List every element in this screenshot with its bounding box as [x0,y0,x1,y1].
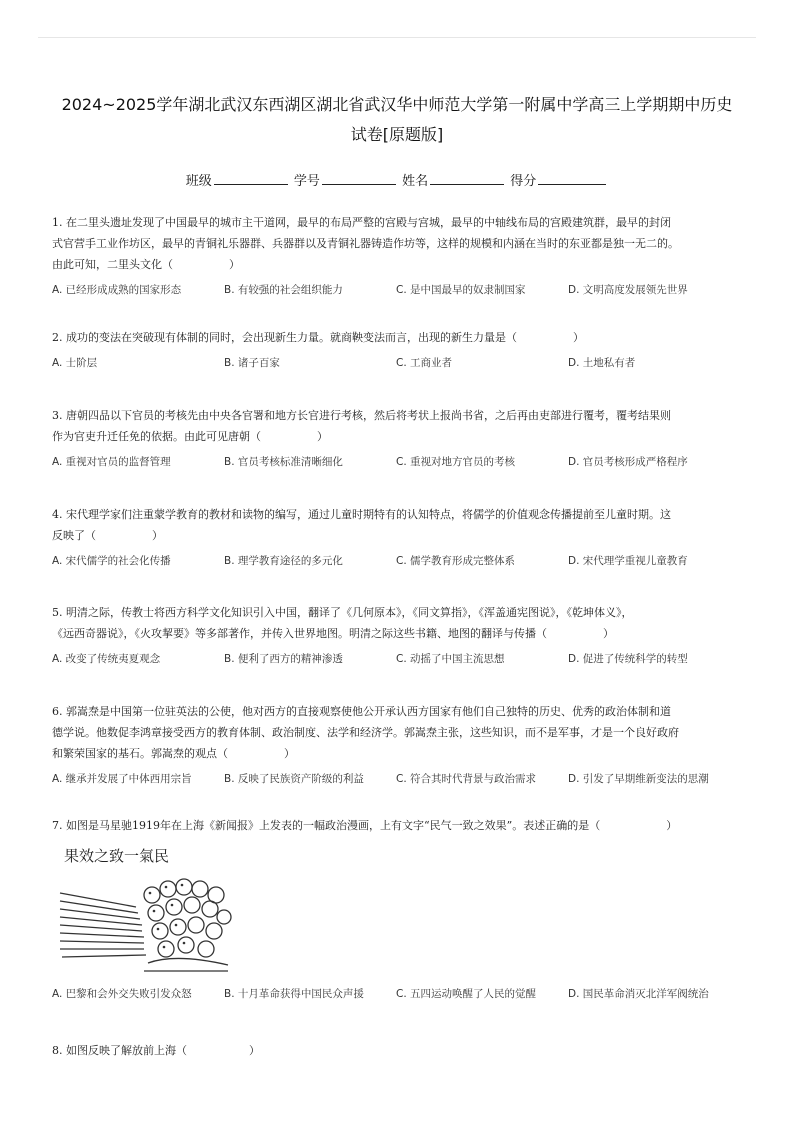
score-label: 得分 [510,174,537,189]
page-title [30,90,764,150]
question-stem: 4. 宋代理学家们注重蒙学教育的教材和读物的编写，通过儿童时期特有的认知特点，将儒学的价值观念传播提前至儿童时期。这 反映了（ ） [52,508,671,542]
option-a[interactable]: A. 重视对官员的监督管理 [52,456,171,468]
score-blank [538,172,606,185]
question-7 [52,815,752,836]
question-3 [52,405,752,473]
option-b[interactable]: B. 诸子百家 [224,357,280,369]
option-c[interactable]: C. 动摇了中国主流思想 [396,653,505,665]
question-stem: 7. 如图是马星驰1919年在上海《新闻报》上发表的一幅政治漫画，上有文字“民气一致之效果”。表述正确的是（ ） [52,819,678,832]
option-d[interactable]: D. 引发了早期维新变法的思潮 [568,773,709,785]
option-b[interactable]: B. 有较强的社会组织能力 [224,284,343,296]
option-d[interactable]: D. 国民革命消灭北洋军阀统治 [568,988,709,1000]
question-7-options [52,984,752,1005]
option-a[interactable]: A. 继承并发展了中体西用宗旨 [52,773,192,785]
option-c[interactable]: C. 是中国最早的奴隶制国家 [396,284,526,296]
option-c[interactable]: C. 儒学教育形成完整体系 [396,555,516,567]
title-line-2: 试卷[原题版] [350,125,444,144]
question-6 [52,701,752,790]
option-a[interactable]: A. 宋代儒学的社会化传播 [52,555,171,567]
question-stem: 1. 在二里头遗址发现了中国最早的城市主干道网，最早的布局严整的宫殿与宫城，最早的中轴线布局的宫殿建筑群，最早的封闭 式官营手工业作坊区，最早的青铜礼乐器群、兵器群以及青铜礼器铸造作坊等，这样的规模和内涵在当时的东亚都是独一无二的。 由此可知，二里头文化（ ） [52,216,679,271]
question-stem: 3. 唐朝四品以下官员的考核先由中央各官署和地方长官进行考核，然后将考状上报尚书省，之后再由吏部进行覆考，覆考结果则 作为官吏升迁任免的依据。由此可见唐朝（ ） [52,409,671,443]
options-row [52,551,752,572]
header-divider [38,37,756,38]
options-row [52,280,752,301]
option-a[interactable]: A. 士阶层 [52,357,98,369]
option-c[interactable]: C. 五四运动唤醒了人民的觉醒 [396,988,537,1000]
question-stem: 6. 郭嵩焘是中国第一位驻英法的公使，他对西方的直接观察使他公开承认西方国家有他们自己独特的历史、优秀的政治体制和道 德学说。他数促李鸿章接受西方的教育体制、政治制度、法学和经济学。郭嵩焘主张，这些知识，而不是军事，才是一个良好政府 和繁荣国家的基石。郭嵩焘的观点（ ） [52,705,679,760]
option-c[interactable]: C. 重视对地方官员的考核 [396,456,516,468]
student-id-blank [322,172,396,185]
option-b[interactable]: B. 十月革命获得中国民众声援 [224,988,364,1000]
name-label: 姓名 [402,174,429,189]
option-b[interactable]: B. 理学教育途径的多元化 [224,555,343,567]
political-cartoon-image [56,843,232,975]
option-d[interactable]: D. 土地私有者 [568,357,636,369]
option-d[interactable]: D. 促进了传统科学的转型 [568,653,688,665]
options-row [52,649,752,670]
question-2 [52,327,752,374]
question-5 [52,602,752,670]
options-row [52,353,752,374]
class-label: 班级 [185,174,212,189]
student-info-row [0,170,794,189]
option-b[interactable]: B. 反映了民族资产阶级的利益 [224,773,364,785]
question-stem: 8. 如图反映了解放前上海（ ） [52,1044,260,1057]
option-d[interactable]: D. 文明高度发展领先世界 [568,284,688,296]
option-d[interactable]: D. 宋代理学重视儿童教育 [568,555,688,567]
question-stem: 5. 明清之际，传教士将西方科学文化知识引入中国，翻译了《几何原本》，《同文算指》，《浑盖通宪图说》，《乾坤体义》， 《远西奇器说》，《火攻挈要》等多部著作，并传入世界地图。明清之际这些书籍、地图的翻译与传播（ ） [52,606,633,640]
cartoon-caption: 果效之致一氣民 [64,847,170,865]
option-a[interactable]: A. 巴黎和会外交失败引发众怒 [52,988,192,1000]
option-c[interactable]: C. 工商业者 [396,357,453,369]
class-blank [214,172,288,185]
title-line-1: 2024~2025学年湖北武汉东西湖区湖北省武汉华中师范大学第一附属中学高三上学期期中历史 [61,95,733,114]
question-4 [52,504,752,572]
question-stem: 2. 成功的变法在突破现有体制的同时，会出现新生力量。就商鞅变法而言，出现的新生力量是（ ） [52,331,584,344]
name-blank [430,172,504,185]
option-b[interactable]: B. 官员考核标准清晰细化 [224,456,343,468]
option-a[interactable]: A. 已经形成成熟的国家形态 [52,284,182,296]
options-row [52,769,752,790]
option-a[interactable]: A. 改变了传统夷夏观念 [52,653,161,665]
student-id-label: 学号 [293,174,320,189]
question-1 [52,212,752,301]
option-d[interactable]: D. 官员考核形成严格程序 [568,456,688,468]
option-b[interactable]: B. 便利了西方的精神渗透 [224,653,343,665]
options-row [52,452,752,473]
question-8 [52,1040,752,1061]
options-row [52,984,752,1005]
option-c[interactable]: C. 符合其时代背景与政治需求 [396,773,537,785]
